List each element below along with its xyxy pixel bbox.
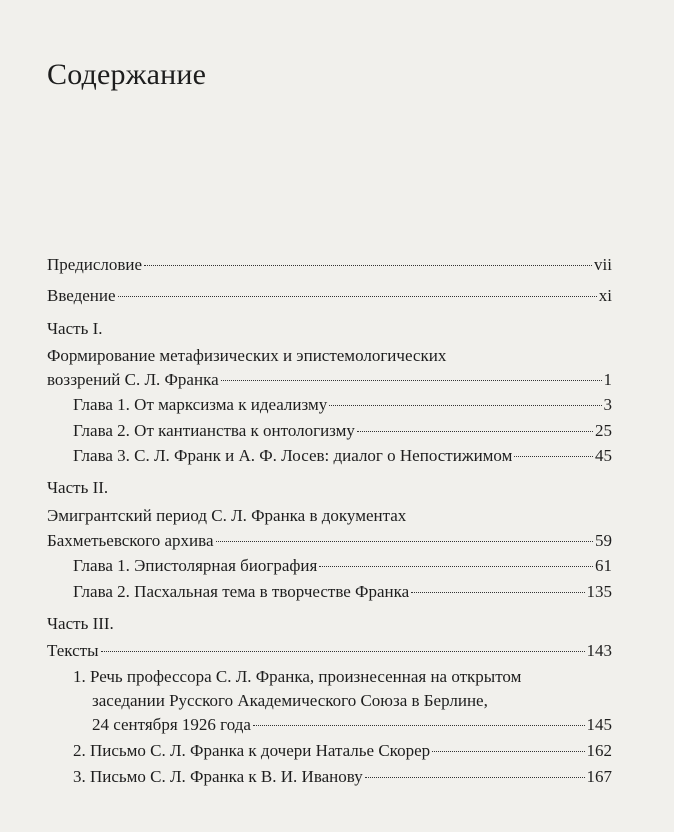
dot-leader [357, 431, 593, 432]
toc-item-line: 1. Речь профессора С. Л. Франка, произнесенная на открытом [73, 667, 522, 686]
toc-page-number: 145 [586, 715, 612, 734]
toc-entry-part1-heading [47, 369, 612, 391]
toc-page-number: 61 [595, 556, 612, 575]
toc-entry-chapter [73, 445, 612, 467]
toc-page-number: xi [598, 286, 612, 305]
toc-entry-text: воззрений С. Л. Франка [47, 370, 219, 389]
toc-page-number: vii [594, 255, 612, 274]
toc-entry-text: Глава 2. От кантианства к онтологизму [73, 421, 355, 440]
toc-entry-text: Бахметьевского архива [47, 531, 214, 550]
toc-entry-text: Глава 2. Пасхальная тема в творчестве Франка [73, 582, 410, 601]
toc-entry-part3-heading [47, 640, 612, 662]
toc-entry-text: Глава 1. Эпистолярная биография [73, 556, 318, 575]
toc-entry-item [92, 714, 612, 736]
part-label: Часть III. [47, 614, 114, 633]
toc-entry-text: Глава 3. С. Л. Франк и А. Ф. Лосев: диалог о Непостижимом [73, 446, 513, 465]
toc-entry-text: 24 сентября 1926 года [92, 715, 251, 734]
toc-entry-chapter [73, 420, 612, 442]
dot-leader [329, 405, 601, 406]
dot-leader [118, 296, 597, 297]
part-label: Часть I. [47, 319, 103, 338]
dot-leader [101, 651, 585, 652]
toc-entry-text: Предисловие [47, 255, 143, 274]
part-heading-line: Эмигрантский период С. Л. Франка в документах [47, 506, 407, 525]
toc-entry-text: Введение [47, 286, 116, 305]
toc-item-line: заседании Русского Академического Союза в Берлине, [92, 691, 488, 710]
toc-entry-preface [47, 254, 612, 276]
toc-entry-chapter [73, 555, 612, 577]
toc-page-number: 143 [586, 641, 612, 660]
dot-leader [221, 380, 602, 381]
toc-page-number: 167 [586, 767, 612, 786]
dot-leader [319, 566, 593, 567]
dot-leader [432, 751, 584, 752]
toc-entry-text: Глава 1. От марксизма к идеализму [73, 395, 328, 414]
toc-entry-text: 2. Письмо С. Л. Франка к дочери Наталье Скорер [73, 741, 431, 760]
toc-page-number: 1 [603, 370, 612, 389]
part-label: Часть II. [47, 478, 109, 497]
dot-leader [365, 777, 585, 778]
toc-page-number: 45 [595, 446, 612, 465]
toc-entry-text: 3. Письмо С. Л. Франка к В. И. Иванову [73, 767, 363, 786]
toc-page-number: 25 [595, 421, 612, 440]
dot-leader [411, 592, 584, 593]
toc-page-number: 3 [603, 395, 612, 414]
part-heading-line: Формирование метафизических и эпистемологических [47, 346, 447, 365]
dot-leader [253, 725, 585, 726]
toc-entry-chapter [73, 394, 612, 416]
toc-entry-item [73, 740, 612, 762]
toc-page-number: 59 [595, 531, 612, 550]
dot-leader [514, 456, 593, 457]
dot-leader [216, 541, 594, 542]
toc-page-number: 135 [586, 582, 612, 601]
toc-entry-intro [47, 285, 612, 307]
toc-page-number: 162 [586, 741, 612, 760]
toc-entry-text: Тексты [47, 641, 99, 660]
dot-leader [144, 265, 592, 266]
page-title: Содержание [47, 58, 207, 91]
toc-entry-item [73, 766, 612, 788]
toc-entry-part2-heading [47, 530, 612, 552]
toc-entry-chapter [73, 581, 612, 603]
